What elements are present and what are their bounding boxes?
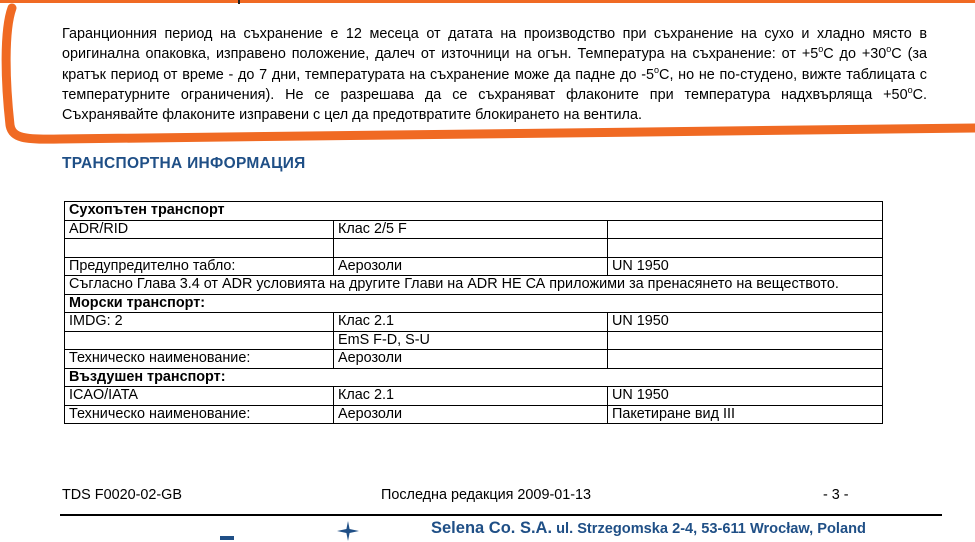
table-cell: ICAO/IATA — [65, 387, 334, 406]
table-cell: UN 1950 — [608, 257, 883, 276]
table-cell: Пакетиране вид III — [608, 405, 883, 424]
sea-transport-header: Морски транспорт: — [65, 294, 883, 313]
table-cell — [608, 220, 883, 239]
table-cell: Клас 2.1 — [334, 313, 608, 332]
table-cell — [65, 239, 334, 258]
table-cell: UN 1950 — [608, 313, 883, 332]
table-cell — [334, 239, 608, 258]
company-address: ul. Strzegomska 2-4, 53-611 Wrocław, Poland — [556, 521, 866, 537]
adr-note: Съгласно Глава 3.4 от ADR условията на другите Глави на ADR НЕ СА приложими за пренасянето на веществото. — [65, 276, 883, 295]
table-row — [65, 202, 883, 221]
transport-table — [64, 201, 883, 424]
table-cell: Предупредително табло: — [65, 257, 334, 276]
table-row — [65, 331, 883, 350]
logo-fragment — [220, 536, 234, 540]
table-cell — [608, 331, 883, 350]
page-number: - 3 - — [823, 487, 849, 503]
table-row — [65, 257, 883, 276]
table-cell: Техническо наименование: — [65, 405, 334, 424]
table-cell: Техническо наименование: — [65, 350, 334, 369]
table-cell — [608, 350, 883, 369]
document-code: TDS F0020-02-GB — [62, 487, 182, 503]
table-row — [65, 239, 883, 258]
table-row — [65, 294, 883, 313]
table-row — [65, 313, 883, 332]
table-cell: Аерозоли — [334, 350, 608, 369]
section-title: ТРАНСПОРТНА ИНФОРМАЦИЯ — [62, 155, 306, 172]
table-cell: ADR/RID — [65, 220, 334, 239]
table-row — [65, 405, 883, 424]
footer-divider — [60, 514, 942, 516]
table-cell — [608, 239, 883, 258]
table-cell: Клас 2.1 — [334, 387, 608, 406]
table-cell: Аерозоли — [334, 257, 608, 276]
company-name: Selena Co. S.A. — [431, 519, 553, 537]
table-cell: UN 1950 — [608, 387, 883, 406]
table-row — [65, 276, 883, 295]
air-transport-header: Въздушен транспорт: — [65, 368, 883, 387]
table-row — [65, 220, 883, 239]
top-table-edge — [238, 0, 240, 4]
star-logo-icon — [336, 520, 360, 542]
table-row — [65, 387, 883, 406]
table-cell: IMDG: 2 — [65, 313, 334, 332]
company-info — [431, 519, 866, 538]
table-cell — [65, 331, 334, 350]
top-highlight-rule — [0, 0, 975, 3]
table-cell: Клас 2/5 F — [334, 220, 608, 239]
table-row — [65, 368, 883, 387]
table-row — [65, 350, 883, 369]
storage-paragraph: Гаранционния период на съхранение е 12 месеца от датата на производство при съхранение на сухо и хладно място в оригинална опаковка, изправено положение, далеч от източници на огън. Температура на съхранение: от $+5^oC$ до $+30^oC$ (за кратък период от време - до 7 дни, температурата на съхранение може да падне до -5$^o$C, но не по-студено, вижте таблицата с температурните ограничения). Не се разрешава да се съхраняват флаконите при температура надхвърляща $+50^oC$. Съхранявайте флаконите изправени с цел да предотвратите блокирането на вентила. — [62, 26, 927, 124]
table-cell: Аерозоли — [334, 405, 608, 424]
revision-date: Последна редакция 2009-01-13 — [381, 487, 592, 503]
table-cell: EmS F-D, S-U — [334, 331, 608, 350]
land-transport-header: Сухопътен транспорт — [65, 202, 883, 221]
